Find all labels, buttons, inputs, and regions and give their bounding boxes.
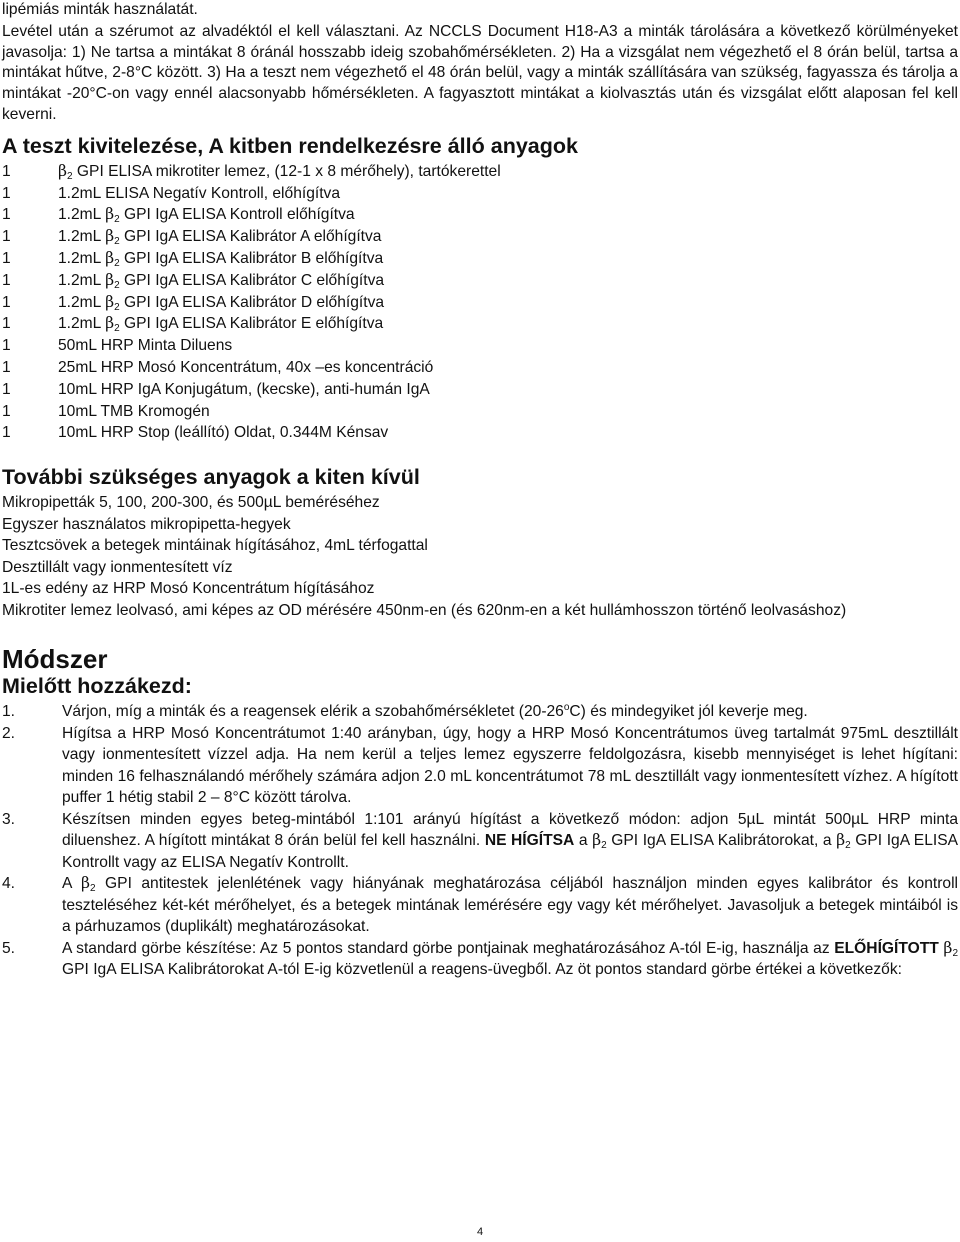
material-item [0, 226, 960, 248]
material-qty: 1 [2, 206, 11, 224]
material-item [0, 183, 960, 205]
material-item [0, 161, 960, 183]
material-item [0, 292, 960, 314]
material-desc: 10mL HRP IgA Konjugátum, (kecske), anti-humán IgA [58, 380, 430, 398]
step-number: 4. [2, 875, 16, 893]
procedure-steps [0, 701, 960, 981]
step-item [0, 938, 960, 981]
step-number: 1. [2, 703, 16, 721]
extra-material-line: Egyszer használatos mikropipetta-hegyek [2, 515, 291, 533]
material-desc: 1.2mL $\beta_2$ GPI IgA ELISA Kalibrátor D előhígítva [58, 292, 385, 313]
material-qty: 1 [2, 402, 11, 420]
intro-line: lipémiás minták használatát. [2, 1, 198, 18]
material-qty: 1 [2, 315, 11, 333]
material-qty: 1 [2, 184, 11, 202]
extra-material-line: Tesztcsövek a betegek mintáinak hígításához, 4mL térfogattal [2, 537, 428, 555]
materials-list [0, 161, 960, 444]
material-item [0, 422, 960, 444]
material-desc: 1.2mL $\beta_2$ GPI IgA ELISA Kalibrátor B előhígítva [58, 248, 384, 269]
material-item [0, 248, 960, 270]
material-item [0, 313, 960, 335]
material-desc: 1.2mL $\beta_2$ GPI IgA ELISA Kalibrátor A előhígítva [58, 227, 382, 248]
step-text: Várjon, míg a minták és a reagensek elérik a szobahőmérsékletet (20-26$^o$C) és mindegyiket jól keverje meg. [62, 702, 808, 721]
material-item [0, 335, 960, 357]
material-item [0, 401, 960, 423]
material-qty: 1 [2, 380, 11, 398]
material-qty: 1 [2, 228, 11, 246]
material-qty: 1 [2, 293, 11, 311]
material-desc: 1.2mL ELISA Negatív Kontroll, előhígítva [58, 184, 341, 202]
step-number: 3. [2, 810, 16, 828]
extra-materials-list [0, 492, 960, 621]
material-desc: 1.2mL $\beta_2$ GPI IgA ELISA Kalibrátor C előhígítva [58, 270, 385, 291]
extra-material-line: Mikrotiter lemez leolvasó, ami képes az OD mérésére 450nm-en (és 620nm-en a két hullámhosszon történő leolvasáshoz) [2, 601, 847, 619]
material-qty: 1 [2, 424, 11, 442]
step-number: 5. [2, 939, 16, 957]
material-desc: 1.2mL $\beta_2$ GPI IgA ELISA Kontroll előhígítva [58, 205, 355, 226]
step-text: A standard görbe készítése: Az 5 pontos standard görbe pontjainak meghatározásához A-tól E-ig, használja az ELŐHÍGÍTOTT $\beta_2$ GPI IgA ELISA Kalibrátorokat A-tól E-ig közvetlenül a reagens-üvegből. Az öt pontos standard görbe értékei a következők: [62, 938, 958, 979]
material-qty: 1 [2, 337, 11, 355]
before-start-heading: Mielőtt hozzákezd: [2, 674, 192, 699]
page-number: 4 [476, 1226, 484, 1238]
materials-heading: A teszt kivitelezése, A kitben rendelkezésre álló anyagok [2, 133, 578, 158]
step-text: Hígítsa a HRP Mosó Koncentrátumot 1:40 arányban, úgy, hogy a HRP Mosó Koncentrátumos üveg tartalmát 975mL desztillált vagy ionmentesített vízzel adja. Ha nem kerül a teljes lemez egyszerre feldolgozásra, kisebb mennyiséget is lehet hígítani: minden 16 felhasználandó mérőhely számára adjon 2.0 mL koncentrátumot 78 mL desztillált vagy ionmentesített vízhez. A hígított puffer 1 hétig stabil 2 – 8°C között tárolva. [62, 724, 958, 807]
step-item [0, 873, 960, 938]
extra-material-line: Mikropipetták 5, 100, 200-300, és 500µL beméréséhez [2, 494, 380, 512]
material-desc: $\beta_2$ GPI ELISA mikrotiter lemez, (12-1 x 8 mérőhely), tartókerettel [58, 161, 501, 182]
step-number: 2. [2, 724, 16, 742]
material-desc: 1.2mL $\beta_2$ GPI IgA ELISA Kalibrátor E előhígítva [58, 314, 384, 335]
material-item [0, 357, 960, 379]
material-item [0, 270, 960, 292]
step-item [0, 723, 960, 809]
material-qty: 1 [2, 249, 11, 267]
step-item [0, 809, 960, 874]
material-item [0, 204, 960, 226]
step-text: A $\beta_2$ GPI antitestek jelenlétének vagy hiányának meghatározása céljából használjon minden egyes kalibrátor és kontroll teszteléséhez két-két mérőhelyet, és a betegek mintának lemérésére egy vagy két mérőhelyet. Javasoljuk a betegek mintáiból is a párhuzamos (duplikált) meghatározásokat. [62, 874, 959, 936]
material-desc: 50mL HRP Minta Diluens [58, 337, 233, 355]
sample-storage-paragraph: Levétel után a szérumot az alvadéktól el kell választani. Az NCCLS Document H18-A3 a minták tárolására a következő körülményeket javasolja: 1) Ne tartsa a mintákat 8 óránál hosszabb ideig szobahőmérsékleten. 2) Ha a vizsgálat nem végezhető el 8 órán belül, tartsa a mintákat hűtve, 2-8°C között. 3) Ha a teszt nem végezhető el 48 órán belül, vagy a minták szállítására van szükség, fagyassza és tárolja a mintákat -20°C-on vagy ennél alacsonyabb hőmérsékleten. A fagyasztott mintákat a kiolvasztás után és vizsgálat előtt alaposan fel kell keverni. [2, 22, 958, 123]
material-desc: 10mL TMB Kromogén [58, 402, 210, 420]
material-qty: 1 [2, 358, 11, 376]
step-item [0, 701, 960, 723]
material-item [0, 379, 960, 401]
extra-materials-heading: További szükséges anyagok a kiten kívül [2, 465, 420, 490]
extra-material-line: 1L-es edény az HRP Mosó Koncentrátum hígításához [2, 580, 375, 598]
extra-material-line: Desztillált vagy ionmentesített víz [2, 558, 233, 576]
material-desc: 25mL HRP Mosó Koncentrátum, 40x –es koncentráció [58, 358, 434, 376]
method-heading: Módszer [2, 644, 108, 675]
step-text: Készítsen minden egyes beteg-mintából 1:101 arányú hígítást a következő módon: adjon 5µL mintát 500µL HRP minta diluenshez. A hígított mintákat 8 órán belül fel kell használni. NE HÍGÍTSA a $\beta_2$ GPI IgA ELISA Kalibrátorokat, a $\beta_2$ GPI IgA ELISA Kontrollt vagy az ELISA Negatív Kontrollt. [62, 810, 959, 871]
material-desc: 10mL HRP Stop (leállító) Oldat, 0.344M Kénsav [58, 424, 389, 442]
material-qty: 1 [2, 271, 11, 289]
material-qty: 1 [2, 162, 11, 180]
